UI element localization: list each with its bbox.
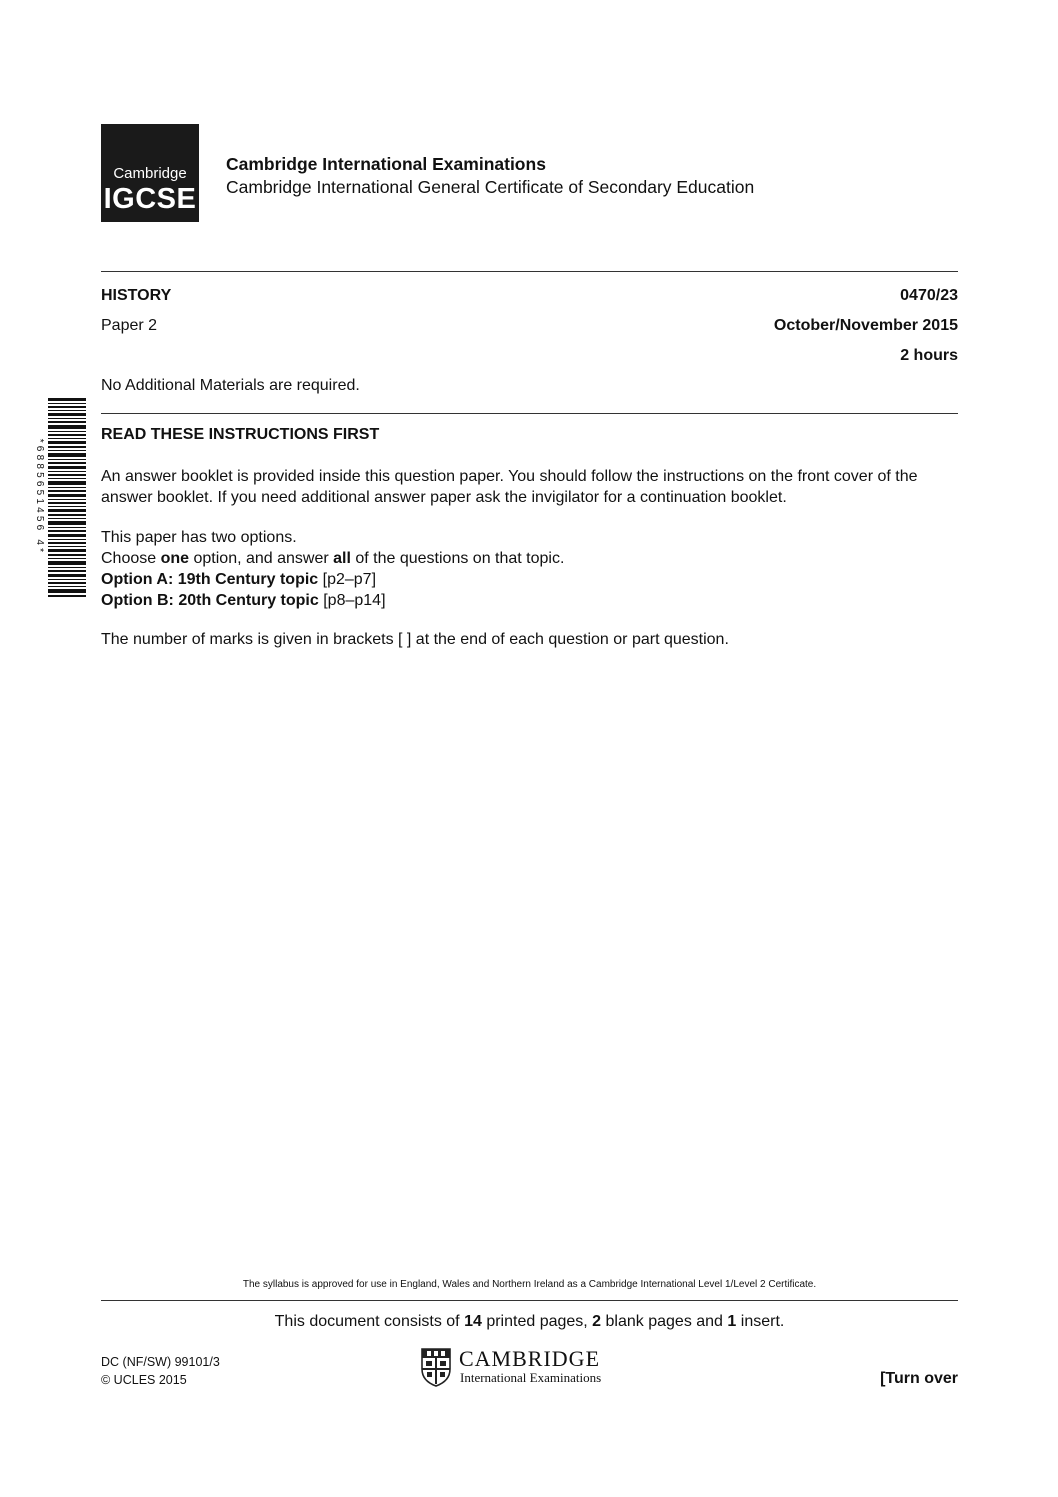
- cambridge-subtitle: International Examinations: [460, 1370, 602, 1385]
- page-count-note: This document consists of 14 printed pages, 2 blank pages and 1 insert.: [274, 1313, 785, 1330]
- barcode-digits: *6885651456 4*: [34, 438, 45, 556]
- candidate-barcode: [30, 398, 88, 600]
- logo-line-igcse: IGCSE: [103, 183, 197, 215]
- igcse-logo: [101, 124, 199, 222]
- instructions-divider: [101, 413, 958, 414]
- subject-title: HISTORY: [101, 287, 172, 304]
- answer-booklet-instructions: An answer booklet is provided inside this question paper. You should follow the instructions on the front cover of the answer booklet. If you need additional answer paper ask the invigilator for a continuation booklet.: [101, 468, 918, 506]
- options-intro: This paper has two options.: [101, 529, 297, 546]
- paper-code: 0470/23: [900, 287, 958, 304]
- paper-number: Paper 2: [101, 317, 158, 334]
- exam-duration: 2 hours: [900, 347, 958, 364]
- option-b: [101, 590, 961, 611]
- cambridge-wordmark: CAMBRIDGE: [459, 1346, 601, 1371]
- organisation-name: Cambridge International Examinations: [226, 154, 546, 174]
- qualification-name: Cambridge International General Certificate of Secondary Education: [226, 177, 755, 197]
- materials-note: No Additional Materials are required.: [101, 377, 360, 394]
- cambridge-crest-icon: [420, 1347, 452, 1387]
- turn-over-label: [Turn over: [880, 1370, 958, 1387]
- marks-note: The number of marks is given in brackets [ ] at the end of each question or part question.: [101, 631, 729, 648]
- option-b-pages: [p8–p14]: [318, 592, 386, 609]
- option-a-label: Option A: 19th Century topic: [101, 571, 319, 588]
- instructions-heading: READ THESE INSTRUCTIONS FIRST: [101, 426, 380, 443]
- syllabus-note: The syllabus is approved for use in England, Wales and Northern Ireland as a Cambridge International Level 1/Level 2 Certificate.: [242, 1279, 817, 1290]
- option-b-label: Option B: 20th Century topic: [101, 592, 319, 609]
- copyright-notice: © UCLES 2015: [101, 1373, 187, 1387]
- logo-line-cambridge: Cambridge: [113, 165, 187, 182]
- choose-instruction: Choose one option, and answer all of the questions on that topic.: [101, 550, 565, 567]
- exam-session: October/November 2015: [773, 317, 958, 334]
- footer-divider: [101, 1300, 958, 1301]
- options-block: [101, 527, 961, 611]
- option-a: [101, 569, 961, 590]
- document-reference: DC (NF/SW) 99101/3: [101, 1355, 220, 1369]
- option-a-pages: [p2–p7]: [318, 571, 377, 588]
- header-divider: [101, 271, 958, 272]
